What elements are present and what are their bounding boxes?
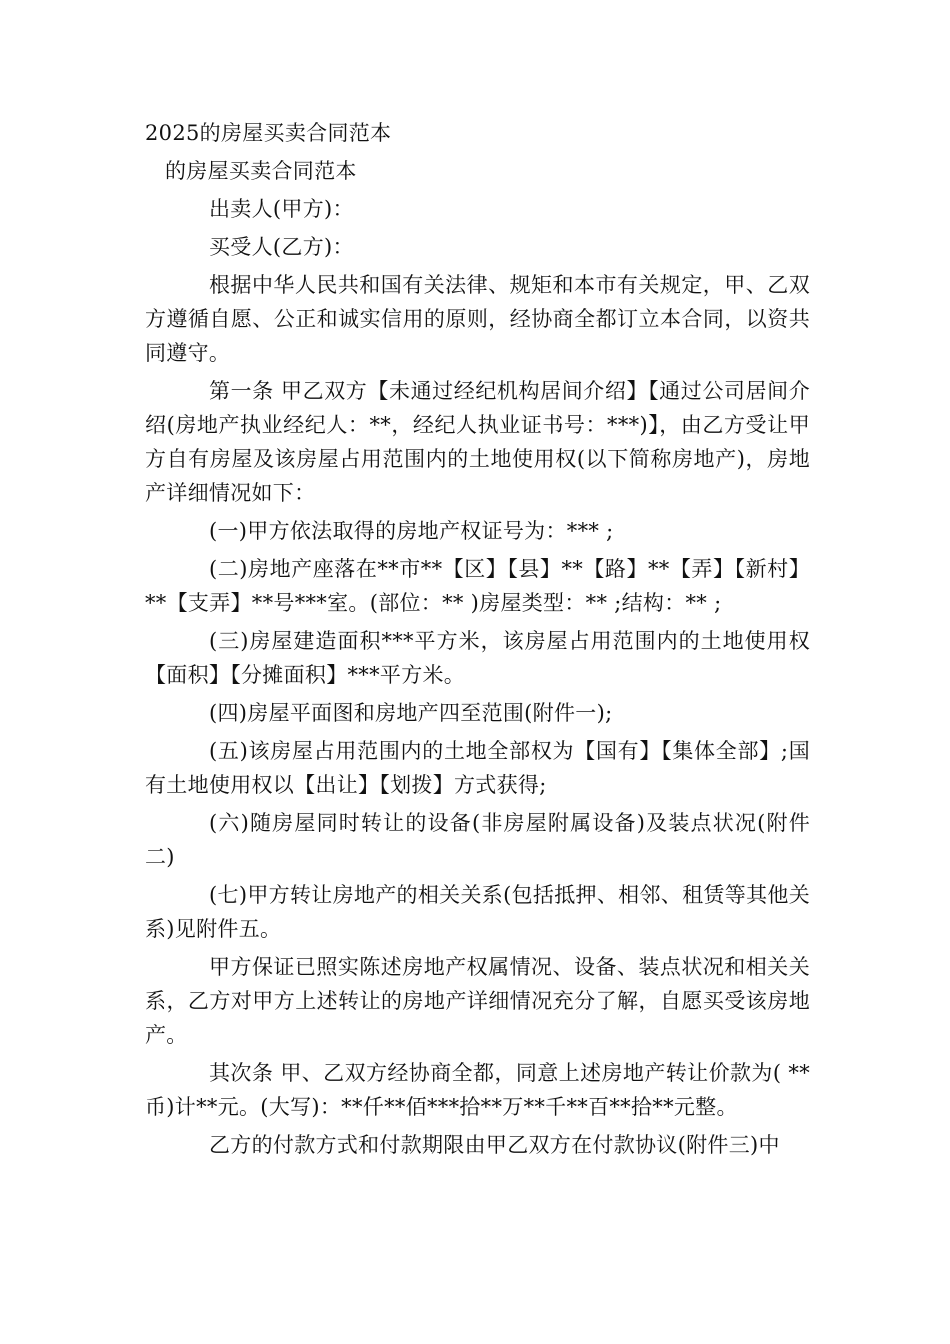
document-title: 2025的房屋买卖合同范本 <box>145 121 392 145</box>
contract-body <box>145 116 810 1166</box>
paragraph-item-5: (五)该房屋占用范围内的土地全部权为【国有】【集体全部】;国有土地使用权以【出让】【划拨】方式获得; <box>145 739 810 797</box>
paragraph-item-3: (三)房屋建造面积***平方米，该房屋占用范围内的土地使用权【面积】【分摊面积】***平方米。 <box>145 629 810 687</box>
paragraph-item-6: (六)随房屋同时转让的设备(非房屋附属设备)及装点状况(附件二) <box>145 811 810 869</box>
buyer-label: 买受人(乙方)： <box>209 235 354 259</box>
paragraph-item-4: (四)房屋平面图和房地产四至范围(附件一); <box>209 701 613 725</box>
paragraph-preamble: 根据中华人民共和国有关法律、规矩和本市有关规定，甲、乙双方遵循自愿、公正和诚实信用的原则，经协商全都订立本合同，以资共同遵守。 <box>145 273 810 365</box>
document-subtitle: 的房屋买卖合同范本 <box>165 159 357 183</box>
paragraph-guarantee: 甲方保证已照实陈述房地产权属情况、设备、装点状况和相关关系，乙方对甲方上述转让的房地产详细情况充分了解，自愿买受该房地产。 <box>145 955 810 1047</box>
paragraph-article-1: 第一条 甲乙双方【未通过经纪机构居间介绍】【通过公司居间介绍(房地产执业经纪人：**，经纪人执业证书号：***)】，由乙方受让甲方自有房屋及该房屋占用范围内的土地使用权(以下简称房地产)，房地产详细情况如下： <box>145 379 810 505</box>
paragraph-item-1: (一)甲方依法取得的房地产权证号为：*** ; <box>209 519 614 543</box>
paragraph-item-2: (二)房地产座落在**市**【区】【县】**【路】**【弄】【新村】**【支弄】**号***室。(部位：** )房屋类型：** ;结构：** ; <box>145 557 810 615</box>
seller-label: 出卖人(甲方)： <box>209 197 354 221</box>
paragraph-item-7: (七)甲方转让房地产的相关关系(包括抵押、相邻、租赁等其他关系)见附件五。 <box>145 883 810 941</box>
paragraph-payment: 乙方的付款方式和付款期限由甲乙双方在付款协议(附件三)中 <box>209 1133 780 1157</box>
paragraph-article-2: 其次条 甲、乙双方经协商全都，同意上述房地产转让价款为( **币)计**元。(大写)：**仟**佰***拾**万**千**百**拾**元整。 <box>145 1061 810 1119</box>
